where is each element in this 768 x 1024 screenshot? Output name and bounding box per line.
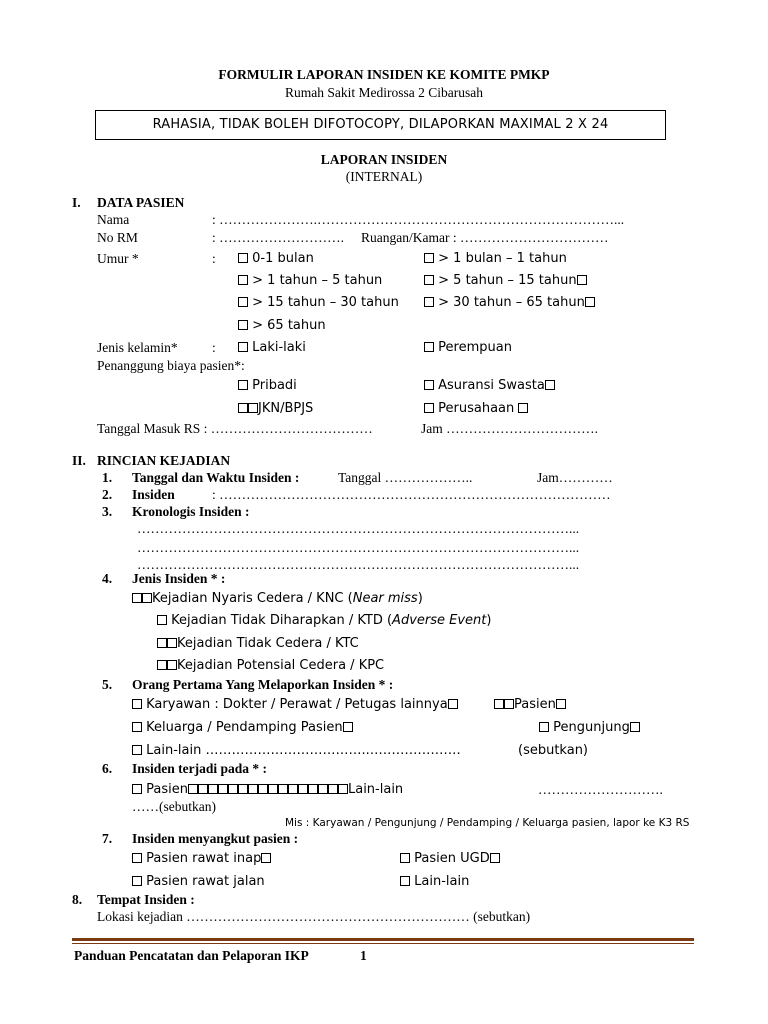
checkbox-icon	[308, 784, 318, 794]
terjadi-note: Mis : Karyawan / Pengunjung / Pendamping / Keluarga pasien, lapor ke K3 RS	[285, 817, 690, 829]
terjadi-label: Pasien	[146, 782, 188, 797]
checkbox-icon	[288, 784, 298, 794]
checkbox-icon	[132, 784, 142, 794]
checkbox-icon	[424, 380, 434, 390]
payer-option-pribadi[interactable]	[238, 378, 297, 393]
checkbox-icon	[167, 638, 177, 648]
form-title: FORMULIR LAPORAN INSIDEN KE KOMITE PMKP	[218, 67, 550, 82]
checkbox-icon	[208, 784, 218, 794]
checkbox-icon	[556, 699, 566, 709]
kronologis-line[interactable]: ……………………………………………………………………………………...	[137, 540, 580, 555]
checkbox-icon	[132, 853, 142, 863]
kronologis-line[interactable]: ……………………………………………………………………………………...	[137, 521, 580, 536]
age-option-5[interactable]	[424, 295, 595, 310]
payer-option-asuransi[interactable]	[424, 378, 555, 393]
kronologis-line[interactable]: ……………………………………………………………………………………...	[137, 557, 580, 572]
menyangkut-option-lain[interactable]	[400, 874, 469, 889]
checkbox-icon	[218, 784, 228, 794]
umur-colon: :	[212, 251, 216, 266]
payer-label: JKN/BPJS	[258, 401, 314, 416]
checkbox-icon	[539, 722, 549, 732]
item-2-number: 2.	[102, 487, 113, 502]
age-option-1[interactable]	[424, 251, 567, 266]
menyangkut-label: Lain-lain	[414, 874, 470, 889]
checkbox-icon	[298, 784, 308, 794]
checkbox-icon	[258, 784, 268, 794]
checkbox-icon	[318, 784, 328, 794]
pelapor-option-lain[interactable]	[132, 743, 461, 758]
checkbox-icon	[400, 853, 410, 863]
pelapor-label: Karyawan : Dokter / Perawat / Petugas lainnya	[146, 697, 448, 712]
checkbox-icon	[424, 275, 434, 285]
age-option-2[interactable]	[238, 273, 382, 288]
section-2-number: II.	[72, 453, 86, 468]
menyangkut-option-rawat-inap[interactable]	[132, 851, 271, 866]
pelapor-option-karyawan[interactable]	[132, 697, 458, 712]
tanggal-masuk-field[interactable]: Tanggal Masuk RS : ………………………………	[97, 421, 373, 436]
checkbox-icon	[238, 380, 248, 390]
pelapor-label: Pengunjung	[553, 720, 630, 735]
jenis-label: Kejadian Nyaris Cedera / KNC (	[152, 591, 353, 606]
checkbox-icon	[424, 403, 434, 413]
umur-label: Umur *	[97, 251, 139, 266]
checkbox-icon	[238, 253, 248, 263]
age-label: > 1 tahun – 5 tahun	[252, 273, 383, 288]
checkbox-icon	[585, 297, 595, 307]
jenis-option-ktd[interactable]	[157, 613, 491, 628]
nama-label: Nama	[97, 212, 130, 227]
checkbox-icon	[577, 275, 587, 285]
jenis-label: Kejadian Tidak Cedera / KTC	[177, 636, 359, 651]
checkbox-icon	[278, 784, 288, 794]
footer-rule-thick	[72, 938, 694, 941]
checkbox-icon	[238, 342, 248, 352]
pelapor-option-pasien[interactable]	[494, 697, 566, 712]
norm-label: No RM	[97, 230, 138, 245]
checkbox-icon	[238, 275, 248, 285]
section-2-title: RINCIAN KEJADIAN	[97, 453, 231, 468]
age-option-6[interactable]	[238, 318, 326, 333]
age-label: > 30 tahun – 65 tahun	[438, 295, 585, 310]
jenis-option-knc[interactable]	[132, 591, 423, 606]
checkbox-icon	[490, 853, 500, 863]
pelapor-label: Keluarga / Pendamping Pasien	[146, 720, 343, 735]
penanggung-biaya-label: Penanggung biaya pasien*:	[97, 358, 245, 373]
checkbox-icon	[424, 342, 434, 352]
checkbox-icon	[142, 593, 152, 603]
page-number: 1	[360, 948, 367, 963]
checkbox-icon	[338, 784, 348, 794]
checkbox-icon	[268, 784, 278, 794]
age-option-4[interactable]	[238, 295, 399, 310]
checkbox-icon	[228, 784, 238, 794]
item-3-number: 3.	[102, 504, 113, 519]
payer-option-perusahaan[interactable]	[424, 401, 528, 416]
checkbox-icon	[157, 615, 167, 625]
item-6-number: 6.	[102, 761, 113, 776]
checkbox-icon	[328, 784, 338, 794]
menyangkut-label: Pasien UGD	[414, 851, 490, 866]
jenis-label-italic: Adverse Event	[392, 613, 487, 628]
item-5-label: Orang Pertama Yang Melaporkan Insiden * :	[132, 677, 394, 692]
item-5-number: 5.	[102, 677, 113, 692]
tanggal-insiden-field[interactable]: Tanggal ………………..	[338, 470, 473, 485]
menyangkut-option-ugd[interactable]	[400, 851, 500, 866]
age-label: > 1 bulan – 1 tahun	[438, 251, 567, 266]
jam-masuk-field[interactable]: Jam …………………………….	[421, 421, 598, 436]
pelapor-label: Lain-lain ………………………………..…………………	[146, 743, 461, 758]
checkbox-icon	[132, 593, 142, 603]
sebutkan-label: (sebutkan)	[518, 743, 589, 758]
checkbox-icon	[248, 403, 258, 413]
footer-text: Panduan Pencatatan dan Pelaporan IKP	[74, 948, 309, 963]
item-4-number: 4.	[102, 571, 113, 586]
close-paren: )	[417, 591, 423, 606]
checkbox-icon	[132, 722, 142, 732]
checkbox-icon	[248, 784, 258, 794]
age-label: 0-1 bulan	[252, 251, 314, 266]
pelapor-option-keluarga[interactable]	[132, 720, 353, 735]
checkbox-icon	[238, 320, 248, 330]
gender-option-male[interactable]	[238, 340, 306, 355]
checkbox-icon	[400, 876, 410, 886]
menyangkut-option-rawat-jalan[interactable]	[132, 874, 265, 889]
age-label: > 15 tahun – 30 tahun	[252, 295, 399, 310]
jenis-kelamin-colon: :	[212, 340, 216, 355]
checkbox-icon	[238, 403, 248, 413]
checkbox-icon	[494, 699, 504, 709]
report-subtitle: (INTERNAL)	[345, 169, 423, 184]
checkbox-row	[188, 782, 348, 797]
norm-field[interactable]: : ……………………….	[212, 230, 345, 245]
hospital-name: Rumah Sakit Medirossa 2 Cibarusah	[285, 85, 483, 100]
payer-option-jkn[interactable]	[238, 401, 313, 416]
checkbox-icon	[132, 876, 142, 886]
section-1-title: DATA PASIEN	[97, 195, 185, 210]
jam-insiden-field[interactable]: Jam…………	[537, 470, 613, 485]
jenis-label-italic: Near miss	[352, 591, 418, 606]
checkbox-icon	[198, 784, 208, 794]
gender-label: Perempuan	[438, 340, 512, 355]
section-1-number: I.	[72, 195, 81, 210]
age-label: > 65 tahun	[252, 318, 326, 333]
terjadi-sebutkan: ……(sebutkan)	[132, 799, 216, 814]
lokasi-kejadian-field[interactable]: Lokasi kejadian ……………………………………………………… (sebutkan)	[97, 909, 531, 924]
pelapor-label: Pasien	[514, 697, 556, 712]
item-3-label: Kronologis Insiden :	[132, 504, 250, 519]
menyangkut-label: Pasien rawat jalan	[146, 874, 265, 889]
item-6-label: Insiden terjadi pada * :	[132, 761, 268, 776]
checkbox-icon	[424, 297, 434, 307]
age-label: > 5 tahun – 15 tahun	[438, 273, 577, 288]
checkbox-icon	[132, 745, 142, 755]
menyangkut-label: Pasien rawat inap	[146, 851, 262, 866]
checkbox-icon	[132, 699, 142, 709]
footer-rule-thin	[72, 943, 694, 944]
checkbox-icon	[424, 253, 434, 263]
checkbox-icon	[504, 699, 514, 709]
checkbox-icon	[630, 722, 640, 732]
terjadi-option-pasien[interactable]	[132, 782, 403, 797]
jenis-label: Kejadian Potensial Cedera / KPC	[177, 658, 385, 673]
payer-label: Pribadi	[252, 378, 297, 393]
nama-field[interactable]: : ………………….…………………………………………………………...	[212, 212, 625, 227]
checkbox-icon	[545, 380, 555, 390]
payer-label: Asuransi Swasta	[438, 378, 545, 393]
item-4-label: Jenis Insiden * :	[132, 571, 226, 586]
terjadi-lain-label: Lain-lain	[347, 782, 404, 797]
item-7-number: 7.	[102, 831, 113, 846]
confidential-notice-box	[95, 110, 666, 140]
age-option-3[interactable]	[424, 273, 587, 288]
ruangan-field[interactable]: Ruangan/Kamar : ……………………………	[361, 230, 609, 245]
checkbox-icon	[157, 638, 167, 648]
checkbox-icon	[238, 784, 248, 794]
jenis-option-kpc[interactable]	[157, 658, 384, 673]
checkbox-icon	[518, 403, 528, 413]
pelapor-option-pengunjung[interactable]	[539, 720, 640, 735]
gender-option-female[interactable]	[424, 340, 512, 355]
checkbox-icon	[343, 722, 353, 732]
checkbox-icon	[238, 297, 248, 307]
checkbox-icon	[448, 699, 458, 709]
item-2-label: Insiden	[132, 487, 175, 502]
payer-label: Perusahaan	[438, 401, 515, 416]
close-paren: )	[486, 613, 492, 628]
gender-label: Laki-laki	[252, 340, 306, 355]
confidential-notice: RAHASIA, TIDAK BOLEH DIFOTOCOPY, DILAPORKAN MAXIMAL 2 X 24	[152, 117, 609, 132]
report-title: LAPORAN INSIDEN	[320, 152, 448, 167]
jenis-label: Kejadian Tidak Diharapkan / KTD (	[171, 613, 393, 628]
insiden-field[interactable]: : ……………………………………………………………………………	[212, 487, 611, 502]
item-1-label: Tanggal dan Waktu Insiden :	[132, 470, 300, 485]
checkbox-icon	[188, 784, 198, 794]
item-8-label: Tempat Insiden :	[97, 892, 195, 907]
age-option-0[interactable]	[238, 251, 314, 266]
checkbox-icon	[167, 660, 177, 670]
item-7-label: Insiden menyangkut pasien :	[132, 831, 299, 846]
terjadi-lain-field[interactable]: ……………………….	[538, 782, 663, 797]
item-1-number: 1.	[102, 470, 113, 485]
checkbox-icon	[157, 660, 167, 670]
item-8-number: 8.	[72, 892, 83, 907]
jenis-option-ktc[interactable]	[157, 636, 359, 651]
checkbox-icon	[261, 853, 271, 863]
jenis-kelamin-label: Jenis kelamin*	[97, 340, 178, 355]
